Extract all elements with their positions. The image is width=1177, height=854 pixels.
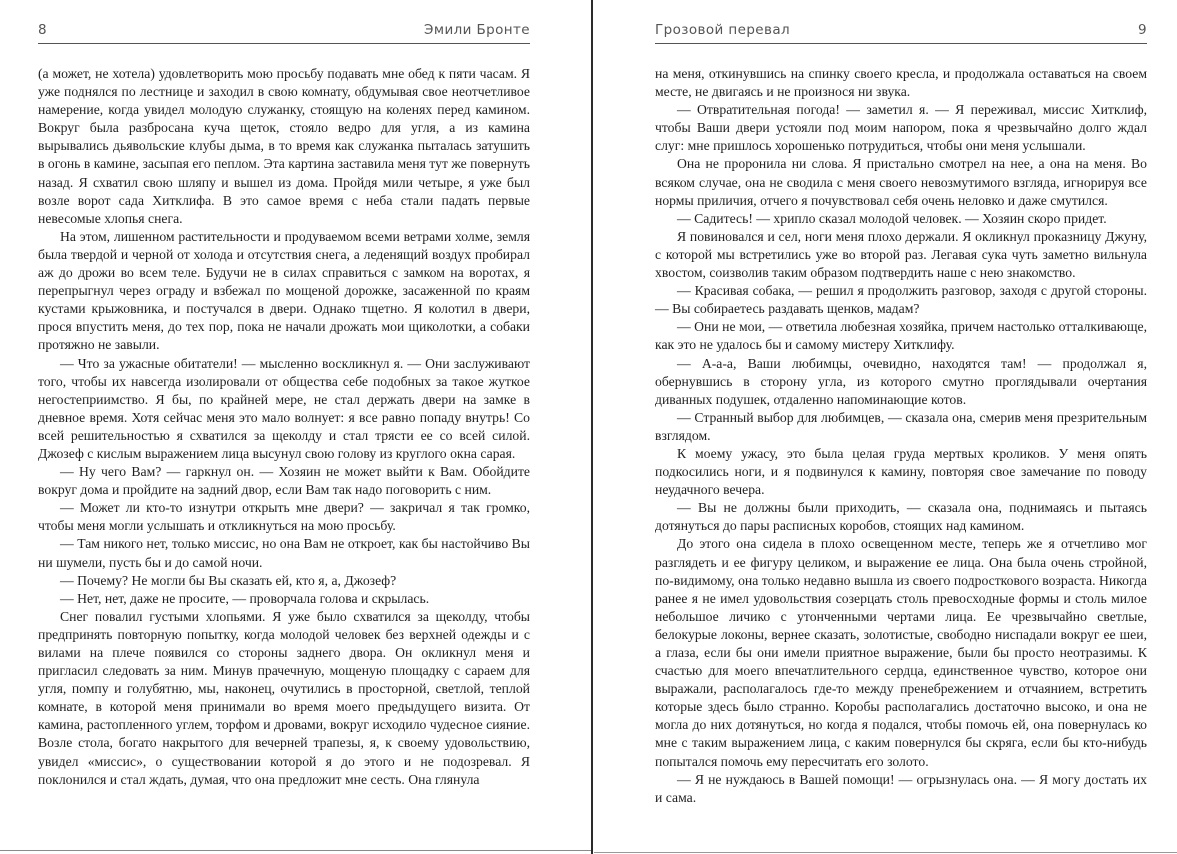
paragraph: — Нет, нет, даже не просите, — проворчала голова и скрылась. (60, 590, 430, 606)
paragraph: — Отвратительная погода! — заметил я. — Я переживал, миссис Хитклиф, чтобы Ваши двери устояли под моим напором, пока я чрезвычайно долго ждал слуг: мне пришлось хорошенько потрудиться, чтобы они меня услышали. (655, 102, 1147, 154)
paragraph: Она не проронила ни слова. Я пристально смотрел на нее, а она на меня. Во всяком случае, она не сводила с меня своего невозмутимого взгляда, игнорируя все нормы приличия, отчего я почувствовал себя очень неловко и даже смутился. (655, 156, 1147, 208)
paragraph: — Странный выбор для любимцев, — сказала она, смерив меня презрительным взглядом. (655, 409, 1147, 443)
left-running-head: Эмили Бронте (424, 22, 530, 38)
paragraph: — Они не мои, — ответила любезная хозяйка, причем настолько отталкивающе, как это не удалось бы и самому мистеру Хитклифу. (655, 319, 1147, 353)
left-page-header (38, 22, 530, 40)
paragraph: До этого она сидела в плохо освещенном месте, теперь же я отчетливо мог разглядеть и ее фигуру целиком, и выражение ее лица. Она была очень стройной, по-видимому, она только недавно вышла из своего подросткового возраста. Никогда ранее я не имел удовольствия созерцать столь превосходные формы и столь милое небольшое личико с утонченными чертами лица. Ее чрезвычайно светлые, белокурые локоны, вернее сказать, золотистые, свободно ниспадали вокруг ее шеи, а глаза, если бы они имели приятное выражение, были бы просто неотразимы. К счастью для моего впечатлительного сердца, единственное чувство, которое они выражали, располагалось где-то между пренебрежением и отчаянием, встретить которые здесь было странно. Коробы располагались достаточно высоко, и она не могла до них дотянуться, но когда я подался, чтобы помочь ей, она повернулась ко мне с таким выражением лица, с каким повернулся бы скряга, если бы кто-нибудь попытался помочь ему пересчитать его золото. (655, 536, 1147, 769)
left-page-edge (0, 850, 591, 851)
paragraph: — Может ли кто-то изнутри открыть мне двери? — закричал я так громко, чтобы меня могли услышать и откликнуться на мою просьбу. (38, 500, 530, 534)
right-page (594, 0, 1177, 854)
left-header-rule (38, 43, 530, 44)
paragraph: на меня, откинувшись на спинку своего кресла, и продолжала оставаться на своем месте, не двигаясь и не произнося ни звука. (655, 66, 1147, 100)
right-page-number: 9 (1138, 22, 1147, 38)
right-page-header (655, 22, 1147, 40)
paragraph: — Почему? Не могли бы Вы сказать ей, кто я, а, Джозеф? (60, 572, 397, 588)
paragraph: — Вы не должны были приходить, — сказала она, поднимаясь и пытаясь дотянуться до пары расписных коробов, стоящих над камином. (655, 500, 1147, 534)
paragraph: — Что за ужасные обитатели! — мысленно воскликнул я. — Они заслуживают того, чтобы их навсегда изолировали от общества себе подобных за такое жуткое негостеприимство. Я бы, по крайней мере, не стал держать двери на замке в дневное время. Хотя сейчас меня это мало волнует: я все равно попаду внутрь! Со всей решительностью я схватился за щеколду и стал трясти ее со всей силой. Джозеф с кислым выражением лица высунул свою голову из круглого окна сарая. (38, 355, 530, 461)
paragraph: Я повиновался и сел, ноги меня плохо держали. Я окликнул проказницу Джуну, с которой мы встретились уже во второй раз. Легавая сука чуть заметно вильнула хвостом, соизволив таким образом подтвердить наше с нею знакомство. (655, 228, 1147, 281)
paragraph: — Ну чего Вам? — гаркнул он. — Хозяин не может выйти к Вам. Обойдите вокруг дома и пройдите на задний двор, если Вам так надо поговорить с ним. (38, 464, 530, 498)
paragraph: — Садитесь! — хрипло сказал молодой человек. — Хозяин скоро придет. (677, 210, 1107, 226)
right-page-body (655, 65, 1147, 807)
left-page-body (38, 65, 530, 789)
left-page-number: 8 (38, 22, 47, 38)
paragraph: — Там никого нет, только миссис, но она Вам не откроет, как бы настойчиво Вы ни шумели, пусть бы и до самой ночи. (38, 536, 530, 570)
paragraph: (а может, не хотела) удовлетворить мою просьбу подавать мне обед к пяти часам. Я уже поднялся по лестнице и заходил в свою комнату, обдумывая свое неотчетливое намерение, когда увидел молодую служанку, стоящую на коленях перед камином. Вокруг была разбросана куча щеток, стояло ведро для угля, а из камина вырывались дьявольские клубы дыма, в то время как служанка пыталась затушить в огонь в камине, засыпая его пеплом. Эта картина заставила меня тут же повернуть назад. Я схватил свою шляпу и вышел из дома. Пройдя мили четыре, я уже был возле ворот сада Хитклифа. В это самое время с неба стали падать первые невесомые хлопья снега. (38, 66, 530, 226)
paragraph: На этом, лишенном растительности и продуваемом всеми ветрами холме, земля была твердой и черной от холода и отсутствия снега, а леденящий воздух пробирал аж до дрожи во всем теле. Будучи не в силах справиться с замком на воротах, я перепрыгнул через ограду и взбежал по мощеной дорожке, засаженной по краям кустами крыжовника, и постучался в двери. Однако тщетно. Я колотил в двери, прося впустить меня, до тех пор, пока не начали дрожать мои щиколотки, а собаки протяжно не завыли. (38, 228, 530, 353)
right-header-rule (655, 43, 1147, 44)
paragraph: — Красивая собака, — решил я продолжить разговор, заходя с другой стороны. — Вы собираетесь раздавать щенков, мадам? (655, 283, 1147, 317)
paragraph: К моему ужасу, это была целая груда мертвых кроликов. У меня опять подкосились ноги, и я подвинулся к камину, повторяя свое замечание по поводу неудачного вечера. (655, 445, 1147, 498)
book-spine (591, 0, 593, 854)
paragraph: — А-а-а, Ваши любимцы, очевидно, находятся там! — продолжал я, обернувшись в сторону угла, из которого смутно проглядывали очертания диванных подушек, отдаленно напоминающие котов. (655, 355, 1147, 407)
right-running-head: Грозовой перевал (655, 22, 791, 38)
paragraph: Снег повалил густыми хлопьями. Я уже было схватился за щеколду, чтобы предпринять повторную попытку, когда молодой человек без верхней одежды и с вилами на плече появился со стороны заднего двора. Он окликнул меня и пригласил следовать за ним. Минув прачечную, мощеную площадку с сараем для угля, помпу и голубятню, мы, наконец, очутились в просторной, светлой, теплой комнате, в которой меня принимали во время моего предыдущего визита. От камина, растопленного углем, торфом и дровами, вокруг исходило чудесное сияние. Возле стола, богато накрытого для вечерней трапезы, я, к своему удовольствию, увидел «миссис», о существовании которой я до этого и не подозревал. Я поклонился и стал ждать, думая, что она предложит мне сесть. Она глянула (38, 608, 530, 787)
paragraph: — Я не нуждаюсь в Вашей помощи! — огрызнулась она. — Я могу достать их и сама. (655, 771, 1147, 805)
